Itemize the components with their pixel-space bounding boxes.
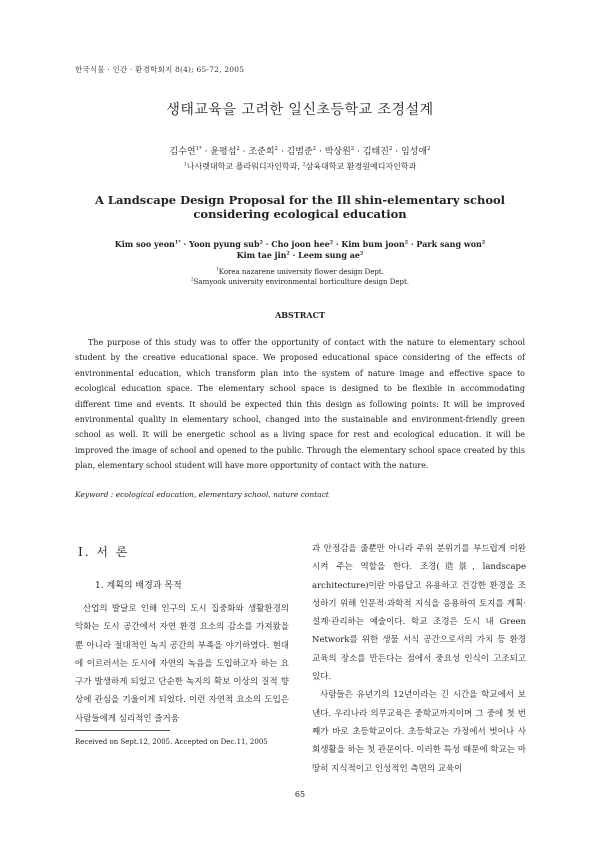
- affil-1-marker: 1: [183, 162, 187, 168]
- korean-author-name: 김범준: [286, 147, 313, 157]
- english-author-marker: 2: [359, 250, 364, 257]
- korean-author-name: 김태진: [362, 147, 389, 157]
- korean-author-marker: 2: [312, 146, 317, 152]
- korean-authors: 김수연$^{1*}$ · 윤평섭$^2$ · 조준희$^2$ · 김범준$^2$ · 박상원$^2$ · 김태진$^2$ · 임성애$^2$: [169, 146, 431, 157]
- subsection-heading-background: 1. 계획의 배경과 목적: [95, 581, 182, 591]
- english-author-marker: 1*: [174, 239, 181, 246]
- received-date: Received on Sept.12, 2005. Accepted on Dec.11, 2005: [75, 738, 268, 746]
- right-column-paragraph-1: 과 안정감을 줄뿐만 아니라 주위 분위기를 부드럽게 이완시켜 주는 역할을 한다. 조경(造景, landscape architecture)이란 아름답고 유용하고 건강한 환경을 조성하기 위해 인문적·과학적 지식을 응용하여 토지를 계획·설계·관리하는 예술이다. 학교 조경은 도시 내 Green Network를 위한 생물 서식 공간으로서의 가치 등 환경 교육의 장소를 만든다는 점에서 중요성 인식이 고조되고 있다.: [312, 544, 526, 683]
- korean-author-marker: 2: [427, 146, 431, 152]
- right-column-paragraph-2: 사람들은 유년기의 12년이라는 긴 시간을 학교에서 보낸다. 우리나라 의무교육은 중학교까지이며 그 중에 첫 번째가 바로 초등학교이다. 초등학교는 가정에서 벗어나 사회생활을 하는 첫 관문이다. 이러한 특성 때문에 학교는 마땅히 지식적이고 인성적인 측면의 교육이: [312, 690, 526, 774]
- en-affil-1-marker: 1: [216, 266, 219, 272]
- abstract-heading: ABSTRACT: [275, 310, 325, 320]
- left-column-paragraph: 산업의 발달로 인해 인구의 도시 집중화와 생활환경의 악화는 도시 공간에서 자연 환경 요소의 감소를 가져왔을 뿐 아니라 절대적인 녹지 공간의 부족을 야기하였다. 현대에 이르러서는 도시에 자연의 녹음을 도입하고자 하는 요구가 발생하게 되었고 단순한 녹지의 확보 이상의 질적 향상에 관심을 기울이게 되었다. 이런 자연적 요소의 도입은 사람들에게 심리적인 즐거움: [75, 604, 289, 724]
- korean-author-marker: 2: [274, 146, 278, 152]
- english-author-name: Kim tae jin: [236, 250, 287, 260]
- english-author-name: Kim soo yeon: [114, 239, 175, 249]
- page-number: 65: [294, 790, 306, 799]
- english-author-marker: 2: [329, 239, 334, 246]
- section-heading-introduction: Ⅰ. 서 론: [78, 545, 130, 559]
- right-column: [312, 540, 526, 778]
- korean-author-name: 박상원: [324, 147, 351, 157]
- journal-citation: 한국식물 · 인간 · 환경학회지 8(4); 65-72, 2005: [75, 65, 245, 74]
- abstract-text: The purpose of this study was to offer the opportunity of contact with the nature to elementary school student by the creative educational space. We proposed educational space considering of the effects of environmental education, which transform plan into the system of nature image and effective space to ecological education space. The elementary school space is designed to be flexible in accommodating different time and events. It should be expected thin this design as following points: It will be improved environmental quality in elementary school, changed into the sustainable and environment-friendly green school as well. It will be energetic school as a living space for rest and ecological education. it will be improved the image of school and opened to the public. Through the elementary school space created by this plan, elementary school student will have more opportunity of contact with the nature.: [75, 338, 525, 471]
- english-author-marker: 2: [481, 239, 486, 246]
- english-author-name: Leem sung ae: [298, 250, 360, 260]
- english-title: A Landscape Design Proposal for the Ill shin-elementary school considering ecological education: [94, 193, 506, 221]
- footnote-divider: [75, 730, 170, 731]
- english-author-name: Kim bum joon: [341, 239, 405, 249]
- english-author-name: Yoon pyung sub: [189, 239, 260, 249]
- english-affil-1: Korea nazarene university flower design Dept.: [218, 268, 384, 276]
- affil-2-marker: 2: [302, 162, 306, 168]
- korean-author-marker: 1*: [195, 146, 202, 152]
- en-affil-2-marker: 2: [190, 276, 194, 282]
- korean-title: 생태교육을 고려한 일신초등학교 조경설계: [166, 102, 434, 118]
- korean-author-name: 윤평섭: [210, 147, 237, 157]
- korean-author-name: 조준희: [248, 147, 275, 157]
- korean-affil-2: 삼육대학교 환경원예디자인학과: [305, 162, 417, 171]
- english-authors: [75, 239, 525, 261]
- english-author-name: Park sang won: [416, 239, 482, 249]
- korean-author-marker: 2: [350, 146, 355, 152]
- korean-author-marker: 2: [388, 146, 393, 152]
- korean-author-name: 임성애: [400, 147, 428, 157]
- english-author-marker: 2: [286, 250, 290, 257]
- english-authors-line-1: Kim soo yeon$^{1*}$ · Yoon pyung sub$^2$ · Cho joon hee$^2$ · Kim bum joon$^2$ · Park sang won$^2$: [114, 239, 486, 249]
- english-authors-line-2: Kim tae jin$^2$ · Leem sung $ae^2$: [236, 250, 364, 260]
- korean-affiliations: [0, 161, 600, 172]
- english-author-name: Cho joon hee: [271, 239, 330, 249]
- korean-author-marker: 2: [236, 146, 240, 152]
- korean-author-name: 김수연: [169, 147, 196, 157]
- english-affil-2: Samyook university environmental horticulture design Dept.: [193, 277, 410, 286]
- korean-affil-1: 나사렛대학교 플라워디자인학과,: [186, 162, 300, 171]
- english-author-marker: 2: [404, 239, 409, 246]
- keywords: Keyword : ecological education, elementary school, nature contact: [75, 490, 329, 499]
- english-affiliations: [75, 268, 525, 287]
- english-author-marker: 2: [259, 239, 263, 246]
